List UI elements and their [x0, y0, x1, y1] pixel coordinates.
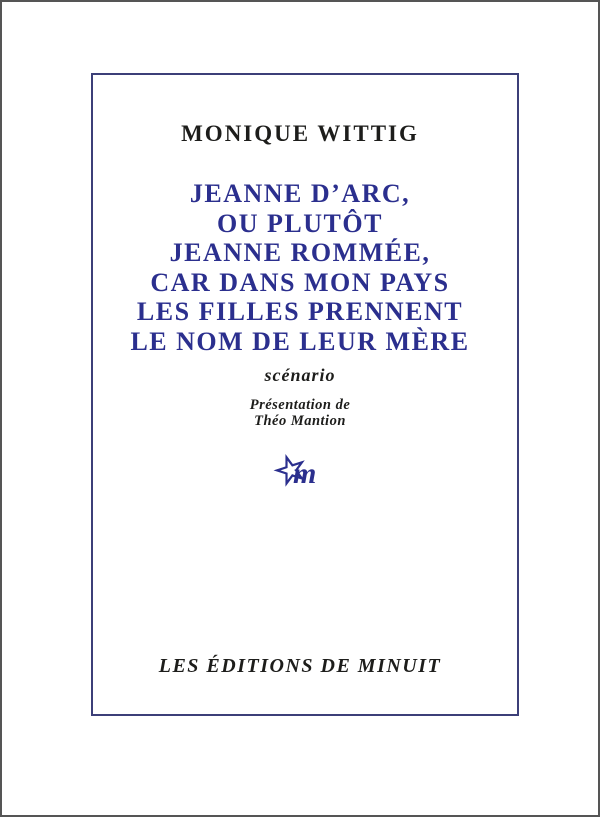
genre-label: scénario — [264, 365, 336, 385]
cover-border-frame — [91, 73, 519, 716]
publisher-name: LES ÉDITIONS DE MINUIT — [158, 655, 442, 677]
presentation-line-1: Présentation de — [249, 397, 351, 413]
title-line-3: JEANNE ROMMÉE, — [169, 238, 431, 267]
book-title — [2, 179, 598, 356]
presentation-line-2: Théo Mantion — [254, 413, 346, 429]
title-line-4: CAR DANS MON PAYS — [150, 267, 450, 297]
title-line-6: LE NOM DE LEUR MÈRE — [130, 326, 470, 356]
title-line-2: OU PLUTÔT — [217, 208, 383, 238]
minuit-logo — [274, 453, 324, 497]
title-line-1: JEANNE D’ARC, — [189, 179, 411, 208]
minuit-monogram: m — [293, 457, 317, 490]
presentation-credit — [2, 397, 598, 429]
author-name: MONIQUE WITTIG — [181, 121, 419, 146]
title-line-5: LES FILLES PRENNENT — [136, 297, 464, 326]
